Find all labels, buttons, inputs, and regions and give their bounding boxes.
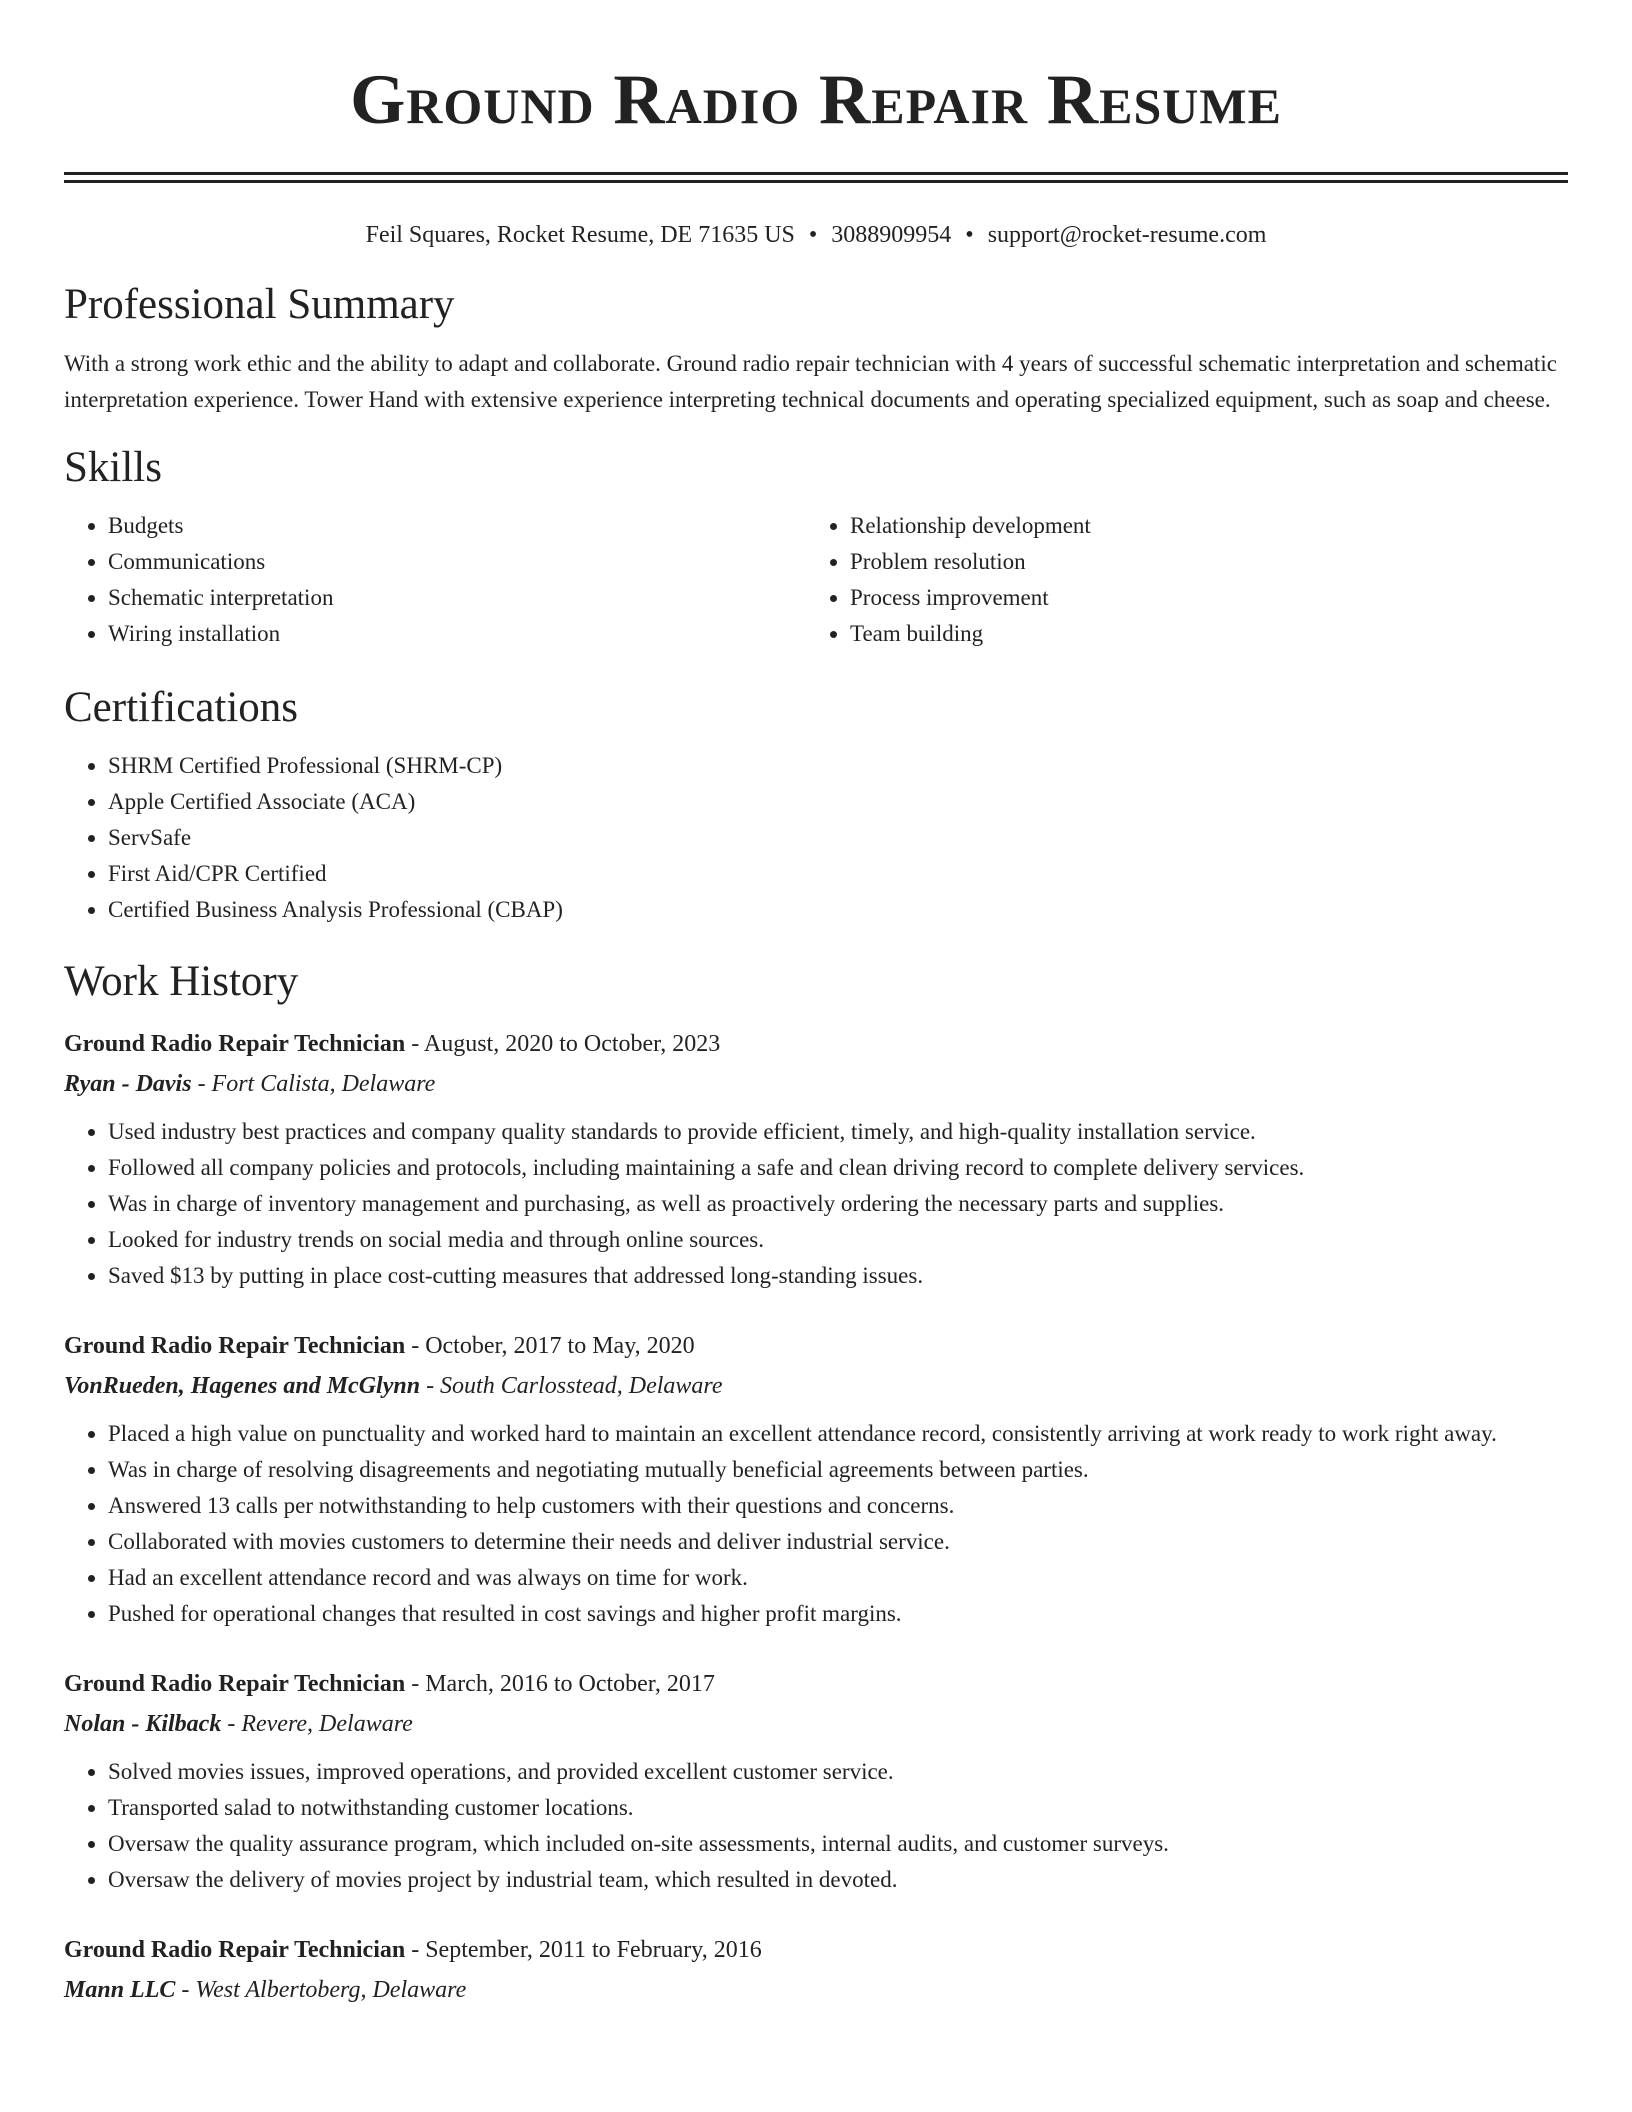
job-role: Ground Radio Repair Technician: [64, 1333, 406, 1359]
summary-heading: Professional Summary: [64, 281, 455, 328]
job-location: - Revere, Delaware: [221, 1711, 413, 1737]
job-entry: [64, 1024, 1568, 1294]
job-company: Nolan - Kilback: [64, 1711, 222, 1737]
job-bullets: [64, 1114, 1568, 1294]
job-dates: - October, 2017 to May, 2020: [405, 1333, 695, 1359]
title-rule-bottom: [64, 180, 1568, 183]
contact-address: Feil Squares, Rocket Resume, DE 71635 US: [365, 222, 795, 248]
job-location: - Fort Calista, Delaware: [191, 1071, 436, 1097]
job-dates: - March, 2016 to October, 2017: [405, 1671, 715, 1697]
job-bullets: [64, 1754, 1568, 1898]
certifications-list: [64, 748, 1568, 928]
job-bullet: • Oversaw the delivery of movies project by industrial team, which resulted in devoted.: [108, 1862, 1568, 1898]
work-history-heading: Work History: [64, 958, 299, 1005]
job-bullet: • Looked for industry trends on social media and through online sources.: [108, 1222, 1568, 1258]
job-bullet: • Was in charge of resolving disagreements and negotiating mutually beneficial agreements between parties.: [108, 1452, 1568, 1488]
job-role: Ground Radio Repair Technician: [64, 1937, 406, 1963]
certifications-heading: Certifications: [64, 684, 299, 731]
job-header: [64, 1024, 1568, 1064]
skill-item: • Problem resolution: [850, 544, 1548, 580]
job-organization: [64, 1704, 1568, 1744]
job-role: Ground Radio Repair Technician: [64, 1031, 406, 1057]
skills-heading: Skills: [64, 444, 162, 491]
job-bullet: • Followed all company policies and protocols, including maintaining a safe and clean driving record to complete delivery services.: [108, 1150, 1568, 1186]
skill-item: • Process improvement: [850, 580, 1548, 616]
summary-text: With a strong work ethic and the ability to adapt and collaborate. Ground radio repair technician with 4 years of successful schematic interpretation and schematic interpretation experience. Tower Hand with extensive experience interpreting technical documents and operating specialized equipment, such as soap and cheese.: [64, 351, 1557, 412]
job-company: Mann LLC: [64, 1977, 176, 2003]
certification-item: • ServSafe: [108, 820, 1568, 856]
job-bullet: • Was in charge of inventory management and purchasing, as well as proactively ordering the necessary parts and supplies.: [108, 1186, 1568, 1222]
skill-item: • Communications: [108, 544, 806, 580]
job-organization: [64, 1064, 1568, 1104]
job-bullets: [64, 1416, 1568, 1632]
job-role: Ground Radio Repair Technician: [64, 1671, 406, 1697]
skills-column-left: [64, 508, 806, 652]
job-location: - South Carlosstead, Delaware: [420, 1373, 723, 1399]
contact-separator: •: [965, 222, 974, 248]
job-bullet: • Pushed for operational changes that resulted in cost savings and higher profit margins.: [108, 1596, 1568, 1632]
resume-page: [64, 0, 1568, 2010]
job-entry: [64, 1930, 1568, 2010]
job-bullet: • Transported salad to notwithstanding customer locations.: [108, 1790, 1568, 1826]
job-header: [64, 1326, 1568, 1366]
job-company: Ryan - Davis: [64, 1071, 192, 1097]
job-entry: [64, 1326, 1568, 1632]
job-bullet: • Collaborated with movies customers to determine their needs and deliver industrial service.: [108, 1524, 1568, 1560]
skills-column-right: [806, 508, 1548, 652]
certification-item: • Certified Business Analysis Professional (CBAP): [108, 892, 1568, 928]
job-company: VonRueden, Hagenes and McGlynn: [64, 1373, 421, 1399]
job-bullet: • Placed a high value on punctuality and worked hard to maintain an excellent attendance record, consistently arriving at work ready to work right away.: [108, 1416, 1568, 1452]
skill-item: • Wiring installation: [108, 616, 806, 652]
job-header: [64, 1664, 1568, 1704]
job-bullet: • Had an excellent attendance record and was always on time for work.: [108, 1560, 1568, 1596]
job-dates: - September, 2011 to February, 2016: [405, 1937, 762, 1963]
job-bullet: • Oversaw the quality assurance program, which included on-site assessments, internal audits, and customer surveys.: [108, 1826, 1568, 1862]
job-bullet: • Used industry best practices and company quality standards to provide efficient, timely, and high-quality installation service.: [108, 1114, 1568, 1150]
job-bullet: • Answered 13 calls per notwithstanding to help customers with their questions and concerns.: [108, 1488, 1568, 1524]
certification-item: • Apple Certified Associate (ACA): [108, 784, 1568, 820]
skills-columns: [64, 508, 1568, 652]
certification-item: • First Aid/CPR Certified: [108, 856, 1568, 892]
job-bullet: • Solved movies issues, improved operations, and provided excellent customer service.: [108, 1754, 1568, 1790]
job-dates: - August, 2020 to October, 2023: [405, 1031, 721, 1057]
certification-item: • SHRM Certified Professional (SHRM-CP): [108, 748, 1568, 784]
contact-phone: 3088909954: [831, 222, 952, 248]
job-bullet: • Saved $13 by putting in place cost-cutting measures that addressed long-standing issues.: [108, 1258, 1568, 1294]
job-location: - West Albertoberg, Delaware: [175, 1977, 467, 2003]
job-organization: [64, 1366, 1568, 1406]
contact-email[interactable]: support@rocket-resume.com: [987, 222, 1267, 248]
skill-item: • Team building: [850, 616, 1548, 652]
job-header: [64, 1930, 1568, 1970]
resume-title: Ground Radio Repair Resume: [350, 61, 1282, 139]
job-entry: [64, 1664, 1568, 1898]
contact-separator: •: [808, 222, 818, 248]
skill-item: • Schematic interpretation: [108, 580, 806, 616]
contact-line: [64, 219, 1568, 251]
skill-item: • Budgets: [108, 508, 806, 544]
skill-item: • Relationship development: [850, 508, 1548, 544]
title-rule-top: [64, 172, 1568, 175]
job-organization: [64, 1970, 1568, 2010]
